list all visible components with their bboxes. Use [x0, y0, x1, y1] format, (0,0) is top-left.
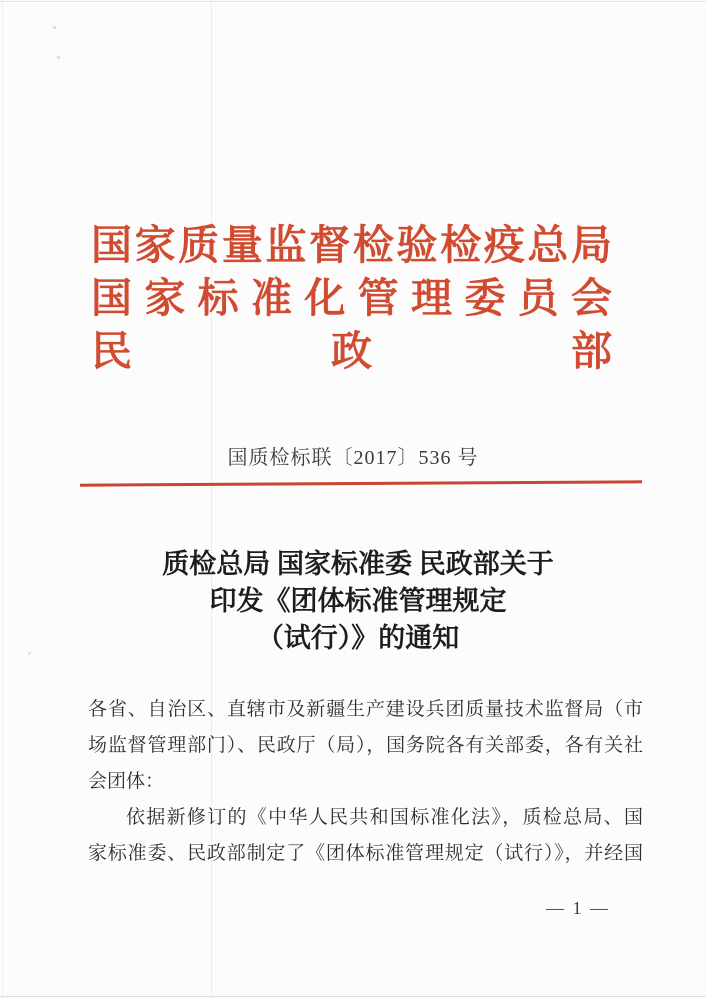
- body-line: 依据新修订的《中华人民共和国标准化法》，质检总局、国: [126, 807, 643, 828]
- body-line: 家标准委、民政部制定了《团体标准管理规定（试行）》，并经国: [88, 843, 643, 864]
- scan-left-edge: [2, 0, 3, 999]
- body-line: 各省、自治区、直辖市及新疆生产建设兵团质量技术监督局（市: [88, 699, 643, 720]
- agency-name-aqsiq: 国家质量监督检验检疫总局: [91, 222, 612, 268]
- document-body: [88, 692, 643, 872]
- page-number: — 1 —: [546, 898, 610, 918]
- title-line: 印发《团体标准管理规定: [209, 586, 507, 616]
- letterhead-agencies: [91, 219, 612, 378]
- title-line: （试行）》的通知: [256, 623, 460, 653]
- document-number: 国质检标联〔2017〕536 号: [227, 447, 479, 469]
- body-line: 会团体：: [88, 771, 165, 792]
- title-line: 质检总局 国家标准委 民政部关于: [162, 549, 554, 579]
- scan-bottom-edge: [0, 996, 706, 997]
- scan-speck: [53, 26, 56, 29]
- document-title: [78, 546, 638, 657]
- scan-speck: [28, 652, 31, 655]
- scan-speck: [57, 56, 60, 59]
- agency-name-mca: 民政部: [91, 328, 612, 374]
- paragraph-addressees: [88, 692, 643, 800]
- scan-top-edge: [0, 1, 706, 2]
- body-line: 场监督管理部门）、民政厅（局），国务院各有关部委，各有关社: [88, 735, 643, 756]
- agency-name-sac: 国家标准化管理委员会: [91, 275, 612, 321]
- red-divider-line: [80, 480, 642, 486]
- paragraph-basis: [88, 800, 643, 872]
